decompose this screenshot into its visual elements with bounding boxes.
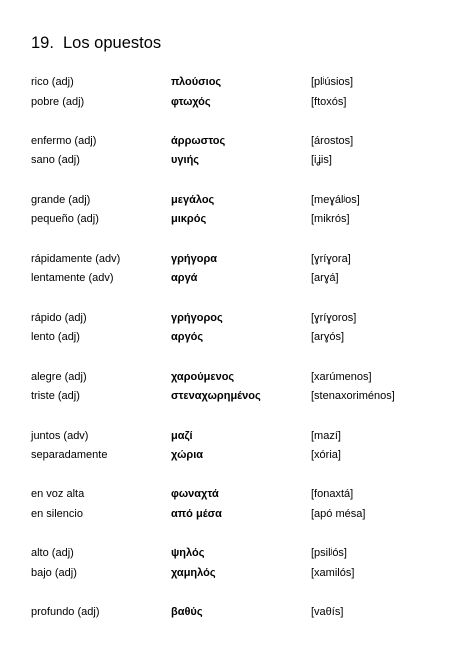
spanish-word: enfermo (adj): [31, 135, 97, 147]
greek-word: φωναχτά: [171, 488, 219, 500]
greek-word: γρήγορος: [171, 312, 223, 324]
vocab-row: [0, 427, 474, 445]
spanish-word: pequeño (adj): [31, 213, 99, 225]
section-number: 19.: [31, 34, 54, 52]
pronunciation: [apó mésa]: [311, 508, 366, 520]
vocab-row: [0, 368, 474, 386]
vocab-row: [0, 269, 474, 287]
vocab-row: [0, 387, 474, 405]
vocab-row: [0, 485, 474, 503]
pronunciation: [meɣálʲos]: [311, 194, 360, 206]
greek-word: από μέσα: [171, 508, 222, 520]
greek-word: χώρια: [171, 449, 204, 461]
vocab-row: [0, 564, 474, 582]
greek-word: ψηλός: [171, 547, 205, 559]
pronunciation: [xamilós]: [311, 567, 355, 579]
greek-word: μικρός: [171, 213, 207, 225]
pronunciation: [árostos]: [311, 135, 354, 147]
greek-word: αργά: [171, 272, 198, 284]
pronunciation: [plʲúsios]: [311, 76, 354, 88]
pronunciation: [ɣríɣoros]: [311, 312, 357, 324]
vocab-row: [0, 210, 474, 228]
vocab-row: [0, 603, 474, 621]
vocab-row: [0, 132, 474, 150]
greek-word: μεγάλος: [171, 194, 215, 206]
vocab-row: [0, 73, 474, 91]
greek-word: στεναχωρημένος: [171, 390, 261, 402]
vocab-row: [0, 191, 474, 209]
pronunciation: [ftoxós]: [311, 96, 347, 108]
greek-word: φτωχός: [171, 96, 211, 108]
greek-word: άρρωστος: [171, 135, 226, 147]
spanish-word: sano (adj): [31, 154, 80, 166]
vocab-row: [0, 544, 474, 562]
vocab-row: [0, 309, 474, 327]
pronunciation: [mikrós]: [311, 213, 350, 225]
greek-word: χαρούμενος: [171, 371, 235, 383]
greek-word: χαμηλός: [171, 567, 216, 579]
vocab-row: [0, 250, 474, 268]
spanish-word: triste (adj): [31, 390, 80, 402]
section-title: Los opuestos: [63, 34, 162, 52]
pronunciation: [ɣríɣora]: [311, 253, 351, 265]
spanish-word: rápidamente (adv): [31, 253, 121, 265]
vocab-row: [0, 328, 474, 346]
spanish-word: profundo (adj): [31, 606, 100, 618]
spanish-word: juntos (adv): [31, 430, 89, 442]
spanish-word: lento (adj): [31, 331, 80, 343]
pronunciation: [stenaxoriménos]: [311, 390, 395, 402]
vocab-row: [0, 505, 474, 523]
vocab-row: [0, 446, 474, 464]
spanish-word: rico (adj): [31, 76, 74, 88]
spanish-word: en silencio: [31, 508, 83, 520]
pronunciation: [fonaxtá]: [311, 488, 354, 500]
greek-word: αργός: [171, 331, 204, 343]
greek-word: βαθύς: [171, 606, 203, 618]
pronunciation: [arɣós]: [311, 331, 345, 343]
spanish-word: alto (adj): [31, 547, 74, 559]
spanish-word: lentamente (adv): [31, 272, 114, 284]
greek-word: μαζί: [171, 430, 193, 442]
pronunciation: [arɣá]: [311, 272, 339, 284]
spanish-word: pobre (adj): [31, 96, 85, 108]
pronunciation: [vaθís]: [311, 606, 344, 618]
spanish-word: alegre (adj): [31, 371, 87, 383]
pronunciation: [psilʲós]: [311, 547, 347, 559]
spanish-word: separadamente: [31, 449, 108, 461]
vocab-row: [0, 93, 474, 111]
spanish-word: grande (adj): [31, 194, 91, 206]
spanish-word: bajo (adj): [31, 567, 77, 579]
pronunciation: [iʝis]: [311, 154, 332, 166]
pronunciation: [xória]: [311, 449, 341, 461]
spanish-word: rápido (adj): [31, 312, 87, 324]
spanish-word: en voz alta: [31, 488, 85, 500]
pronunciation: [mazí]: [311, 430, 341, 442]
greek-word: γρήγορα: [171, 253, 218, 265]
vocab-row: [0, 151, 474, 169]
greek-word: πλούσιος: [171, 76, 222, 88]
pronunciation: [xarúmenos]: [311, 371, 372, 383]
greek-word: υγιής: [171, 154, 200, 166]
